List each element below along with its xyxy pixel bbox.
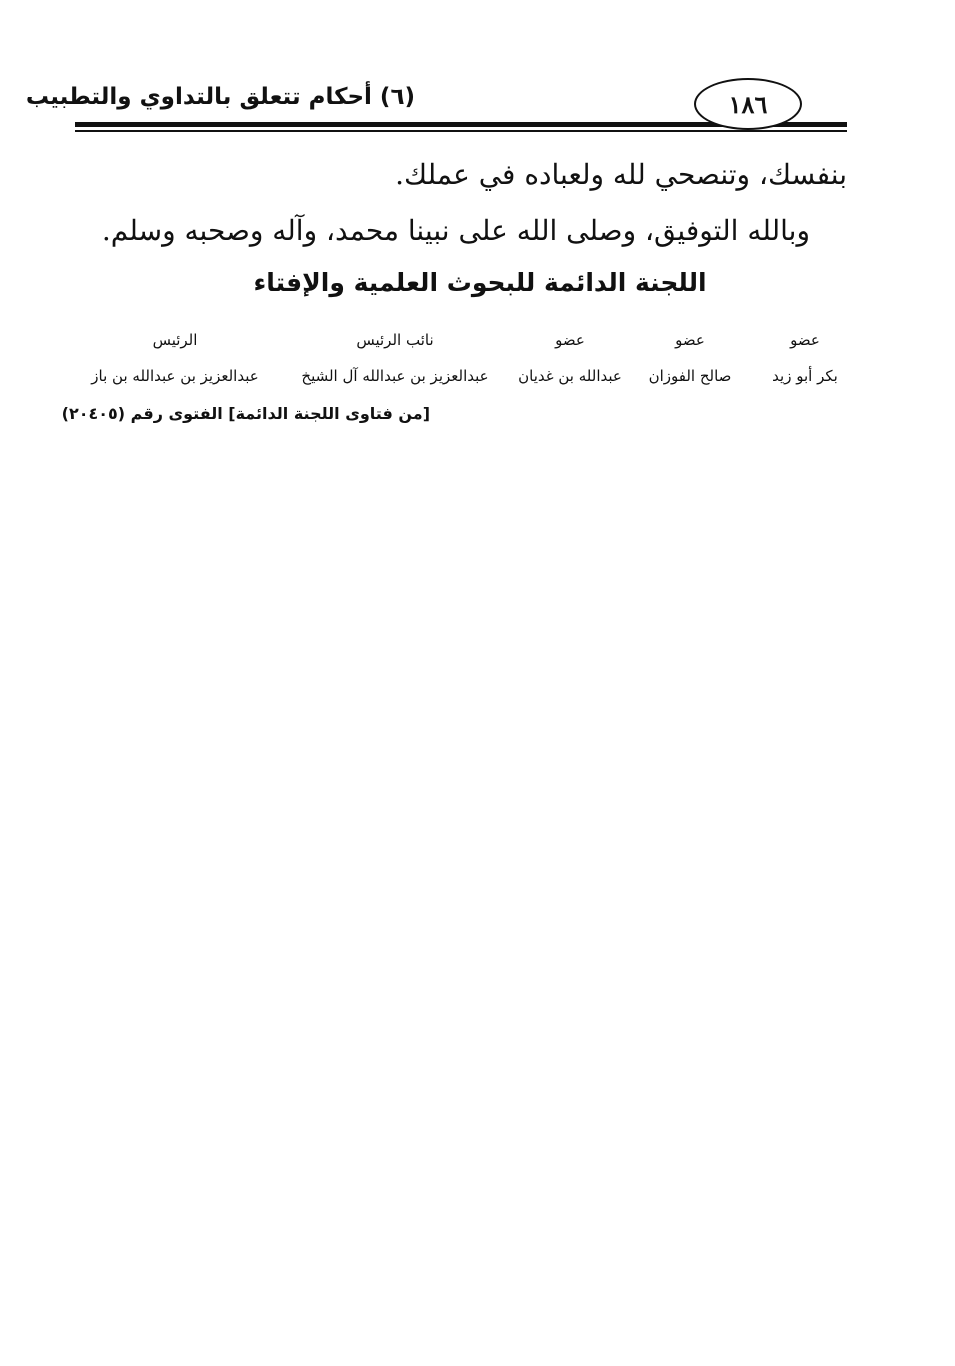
signature-role: عضو: [675, 331, 705, 349]
chapter-title: (٦) أحكام تتعلق بالتداوي والتطبيب: [25, 84, 415, 110]
signature-member-2: [630, 328, 750, 388]
signature-president: [75, 328, 275, 388]
signature-name: عبدالعزيز بن عبدالله بن باز: [91, 367, 259, 385]
signature-name: صالح الفوزان: [648, 367, 732, 385]
signature-name: عبدالله بن غديان: [518, 367, 622, 385]
page-number: ١٨٦: [694, 78, 802, 130]
signature-role: نائب الرئيس: [356, 331, 434, 349]
signature-name: بكر أبو زيد: [772, 367, 838, 385]
signature-role: عضو: [790, 331, 820, 349]
signature-vice-president: [295, 328, 495, 388]
header-rule-thin: [75, 130, 847, 132]
signature-member-3: [510, 328, 630, 388]
signature-role: الرئيس: [152, 331, 198, 349]
fatwa-source-citation: [من فتاوى اللجنة الدائمة] الفتوى رقم (٢٠٤٠٥): [61, 404, 430, 423]
body-line-1: بنفسك، وتنصحي لله ولعباده في عملك.: [395, 158, 847, 191]
committee-title: اللجنة الدائمة للبحوث العلمية والإفتاء: [253, 268, 707, 297]
signature-member-1: [760, 328, 850, 388]
signature-name: عبدالعزيز بن عبدالله آل الشيخ: [301, 367, 489, 385]
signature-role: عضو: [555, 331, 585, 349]
body-line-2: وبالله التوفيق، وصلى الله على نبينا محمد، وآله وصحبه وسلم.: [101, 214, 810, 247]
